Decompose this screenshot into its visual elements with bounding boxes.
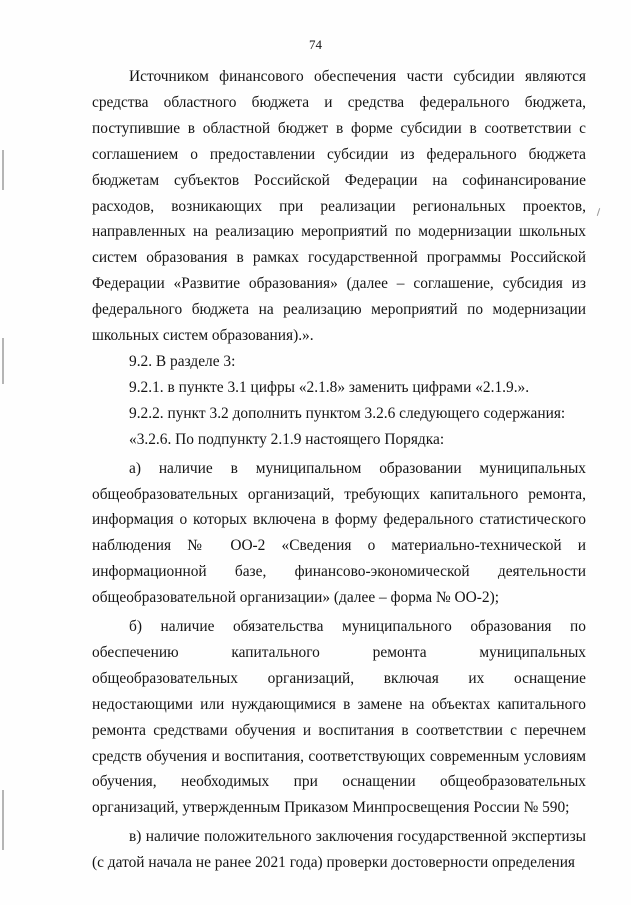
scan-edge-mark (2, 150, 4, 190)
paragraph-3-2-6: «3.2.6. По подпункту 2.1.9 настоящего Порядка: (129, 430, 445, 448)
margin-mark (597, 208, 600, 216)
document-body (92, 64, 586, 876)
paragraph-9-2-2: 9.2.2. пункт 3.2 дополнить пунктом 3.2.6 следующего содержания: (129, 404, 566, 422)
list-item-v: в) наличие положительного заключения государственной экспертизы (с датой начала не ранее 2021 года) проверки достоверности определения (92, 828, 586, 872)
page-number: 74 (309, 37, 322, 52)
paragraph-9-2-1: 9.2.1. в пункте 3.1 цифры «2.1.8» заменить цифрами «2.1.9.». (129, 378, 530, 396)
paragraph-section-3: 9.2. В разделе 3: (129, 352, 236, 370)
scan-edge-mark (2, 790, 4, 850)
list-item-b: б) наличие обязательства муниципального образования по обеспечению капитального ремонта муниципальных общеобразовательных организаций, включая их оснащение недостающими или нуждающимися в замене на объектах капитального ремонта средствами обучения и воспитания в соответствии с перечнем средств обучения и воспитания, соответствующих современным условиям обучения, необходимых при оснащении общеобразовательных организаций, утвержденным Приказом Минпросвещения России № 590; (92, 618, 586, 817)
list-item-a: а) наличие в муниципальном образовании муниципальных общеобразовательных организаций, требующих капитального ремонта, информация о которых включена в форму федерального статистического наблюдения № ОО-2 «Сведения о материально-технической и информационной базе, финансово-экономической деятельности общеобразовательной организации» (далее – форма № ОО-2); (92, 459, 586, 607)
paragraph-funding-source: Источником финансового обеспечения части субсидии являются средства областного бюджета и средства федерального бюджета, поступившие в областной бюджет в форме субсидии в соответствии с соглашением о предоставлении субсидии из федерального бюджета бюджетам субъектов Российской Федерации на софинансирование расходов, возникающих при реализации региональных проектов, направленных на реализацию мероприятий по модернизации школьных систем образования в рамках государственной программы Российской Федерации «Развитие образования» (далее – соглашение, субсидия из федерального бюджета на реализацию мероприятий по модернизации школьных систем образования).». (92, 68, 586, 345)
scan-edge-mark (2, 338, 4, 384)
